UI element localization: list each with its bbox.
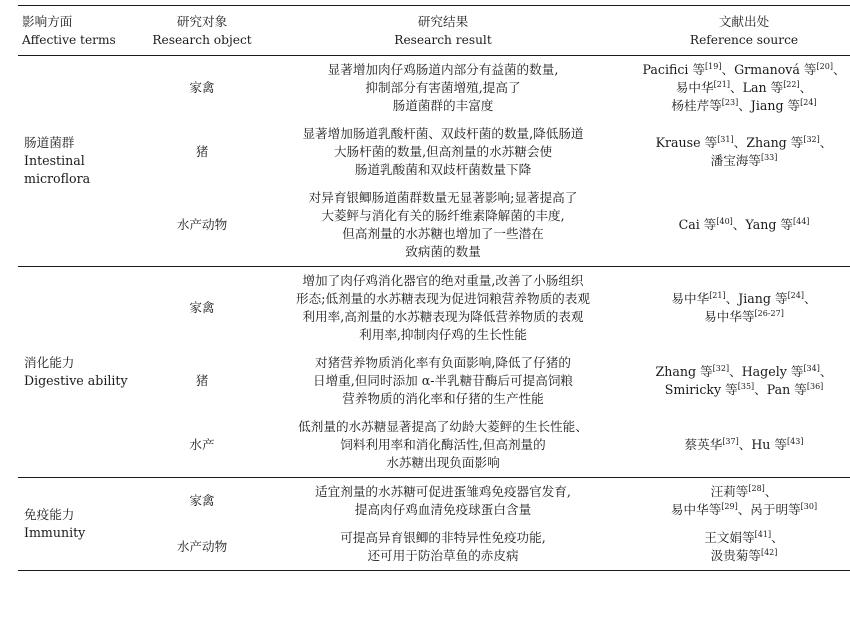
affective-term-en: Intestinal bbox=[24, 153, 85, 168]
cell-affective-term bbox=[18, 56, 144, 267]
affective-term-zh: 肠道菌群 bbox=[24, 135, 75, 150]
header-research-object-en: Research object bbox=[152, 33, 252, 47]
source-line: 杨桂芹等[23]、Jiang 等[24] bbox=[671, 97, 817, 113]
cell-affective-term bbox=[18, 478, 144, 571]
source-line: 汪莉等[28]、 bbox=[710, 483, 778, 499]
result-line: 水苏糖出现负面影响 bbox=[386, 455, 500, 470]
citation-number: [32] bbox=[712, 363, 730, 373]
header-row bbox=[18, 6, 850, 56]
result-line: 利用率,高剂量的水苏糖表现为降低营养物质的表观 bbox=[302, 309, 584, 324]
cell-research-object: 水产 bbox=[189, 437, 215, 452]
cell-reference-source bbox=[626, 524, 850, 571]
research-table bbox=[18, 5, 850, 571]
result-line: 大肠杆菌的数量,但高剂量的水苏糖会使 bbox=[333, 144, 553, 159]
result-line: 饲料利用率和消化酶活性,但高剂量的 bbox=[340, 437, 546, 452]
result-line: 大菱鲆与消化有关的肠纤维素降解菌的丰度, bbox=[321, 208, 565, 223]
cell-reference-source bbox=[626, 349, 850, 413]
cell-reference-source bbox=[626, 413, 850, 478]
cell-research-object: 猪 bbox=[195, 144, 209, 159]
header-research-result-zh: 研究结果 bbox=[417, 14, 469, 29]
cell-research-object: 家禽 bbox=[189, 80, 215, 95]
header-affective-terms-zh: 影响方面 bbox=[22, 14, 73, 29]
source-line: 易中华等[29]、呙于明等[30] bbox=[670, 501, 818, 517]
citation-number: [43] bbox=[787, 436, 804, 446]
cell-research-object: 猪 bbox=[195, 373, 209, 388]
result-line: 显著增加肠道乳酸杆菌、双歧杆菌的数量,降低肠道 bbox=[302, 126, 584, 141]
header-research-object bbox=[144, 6, 260, 56]
header-affective-terms bbox=[18, 6, 144, 56]
result-line: 提高肉仔鸡血清免疫球蛋白含量 bbox=[354, 502, 532, 517]
affective-term-en: Digestive ability bbox=[24, 373, 128, 388]
header-reference-source bbox=[626, 6, 850, 56]
source-line: 蔡英华[37]、Hu 等[43] bbox=[684, 436, 804, 452]
cell-reference-source bbox=[626, 120, 850, 184]
source-line: 易中华[21]、Lan 等[22]、 bbox=[675, 79, 813, 95]
source-line: 易中华等[26-27] bbox=[704, 308, 784, 324]
header-research-result-en: Research result bbox=[394, 33, 492, 47]
affective-term-zh: 消化能力 bbox=[24, 355, 75, 370]
source-line: Cai 等[40]、Yang 等[44] bbox=[678, 216, 810, 232]
citation-number: [42] bbox=[760, 547, 778, 557]
citation-number: [20] bbox=[816, 61, 833, 71]
affective-term-en: Immunity bbox=[24, 525, 86, 540]
citation-number: [22] bbox=[783, 79, 800, 89]
result-line: 对异育银鲫肠道菌群数量无显著影响;显著提高了 bbox=[308, 190, 578, 205]
cell-research-result bbox=[260, 267, 626, 350]
cell-research-result bbox=[260, 120, 626, 184]
cell-reference-source bbox=[626, 184, 850, 267]
source-line: Krause 等[31]、Zhang 等[32]、 bbox=[655, 134, 833, 150]
citation-number: [31] bbox=[717, 134, 734, 144]
citation-number: [41] bbox=[754, 529, 772, 539]
table-body bbox=[18, 56, 850, 571]
citation-number: [30] bbox=[800, 501, 818, 511]
cell-research-result bbox=[260, 524, 626, 571]
result-line: 还可用于防治草鱼的赤皮病 bbox=[367, 548, 519, 563]
result-line: 营养物质的消化率和仔猪的生产性能 bbox=[342, 391, 544, 406]
cell-research-result bbox=[260, 349, 626, 413]
citation-number: [24] bbox=[787, 290, 804, 300]
citation-number: [28] bbox=[748, 483, 765, 493]
result-line: 致病菌的数量 bbox=[405, 244, 481, 259]
cell-research-object: 水产动物 bbox=[176, 539, 228, 554]
header-reference-source-zh: 文献出处 bbox=[718, 14, 770, 29]
cell-research-object: 家禽 bbox=[189, 493, 215, 508]
result-line: 利用率,抑制肉仔鸡的生长性能 bbox=[359, 327, 527, 342]
result-line: 肠道菌群的丰富度 bbox=[392, 98, 494, 113]
source-line: 潘宝海等[33] bbox=[710, 152, 778, 168]
result-line: 显著增加肉仔鸡肠道内部分有益菌的数量, bbox=[327, 62, 559, 77]
cell-research-object: 家禽 bbox=[189, 300, 215, 315]
citation-number: [26-27] bbox=[754, 308, 784, 318]
citation-number: [40] bbox=[716, 216, 733, 226]
citation-number: [33] bbox=[760, 152, 778, 162]
table-row bbox=[18, 56, 850, 121]
affective-term-en: microflora bbox=[24, 171, 91, 186]
cell-affective-term bbox=[18, 267, 144, 478]
cell-reference-source bbox=[626, 56, 850, 121]
header-affective-terms-en: Affective terms bbox=[22, 33, 116, 47]
header-reference-source-en: Reference source bbox=[689, 33, 799, 47]
citation-number: [32] bbox=[803, 134, 820, 144]
result-line: 可提高异育银鲫的非特异性免疫功能, bbox=[340, 530, 546, 545]
table-header bbox=[18, 6, 850, 56]
affective-term-zh: 免疫能力 bbox=[24, 507, 75, 522]
source-line: 汲贵菊等[42] bbox=[710, 547, 778, 563]
result-line: 抑制部分有害菌增殖,提高了 bbox=[365, 80, 521, 95]
citation-number: [19] bbox=[705, 61, 722, 71]
citation-number: [36] bbox=[806, 381, 824, 391]
source-line: Pacifici 等[19]、Grmanová 等[20]、 bbox=[642, 61, 846, 77]
citation-number: [44] bbox=[793, 216, 810, 226]
cell-research-result bbox=[260, 184, 626, 267]
cell-research-result bbox=[260, 56, 626, 121]
citation-number: [21] bbox=[709, 290, 726, 300]
table-row bbox=[18, 478, 850, 525]
result-line: 增加了肉仔鸡消化器官的绝对重量,改善了小肠组织 bbox=[302, 273, 584, 288]
citation-number: [21] bbox=[713, 79, 730, 89]
result-line: 形态;低剂量的水苏糖表现为促进饲粮营养物质的表观 bbox=[296, 291, 590, 306]
cell-research-object: 水产动物 bbox=[176, 217, 228, 232]
header-research-object-zh: 研究对象 bbox=[176, 14, 228, 29]
citation-number: [24] bbox=[800, 97, 817, 107]
result-line: 但高剂量的水苏糖也增加了一些潜在 bbox=[342, 226, 544, 241]
cell-reference-source bbox=[626, 478, 850, 525]
result-line: 对猪营养物质消化率有负面影响,降低了仔猪的 bbox=[315, 355, 571, 370]
citation-number: [34] bbox=[803, 363, 820, 373]
header-research-result bbox=[260, 6, 626, 56]
source-line: Zhang 等[32]、Hagely 等[34]、 bbox=[655, 363, 833, 379]
cell-research-result bbox=[260, 478, 626, 525]
cell-research-result bbox=[260, 413, 626, 478]
result-line: 肠道乳酸菌和双歧杆菌数量下降 bbox=[354, 162, 532, 177]
source-line: 易中华[21]、Jiang 等[24]、 bbox=[671, 290, 817, 306]
citation-number: [29] bbox=[721, 501, 738, 511]
cell-reference-source bbox=[626, 267, 850, 350]
result-line: 低剂量的水苏糖显著提高了幼龄大菱鲆的生长性能、 bbox=[298, 419, 588, 434]
citation-number: [37] bbox=[722, 436, 739, 446]
table-row bbox=[18, 267, 850, 350]
source-line: Smiricky 等[35]、Pan 等[36] bbox=[664, 381, 824, 397]
source-line: 王文娟等[41]、 bbox=[704, 529, 784, 545]
result-line: 适宜剂量的水苏糖可促进蛋雏鸡免疫器官发育, bbox=[315, 484, 571, 499]
citation-number: [35] bbox=[737, 381, 755, 391]
citation-number: [23] bbox=[721, 97, 739, 107]
result-line: 日增重,但同时添加 α-半乳糖苷酶后可提高饲粮 bbox=[312, 373, 574, 388]
